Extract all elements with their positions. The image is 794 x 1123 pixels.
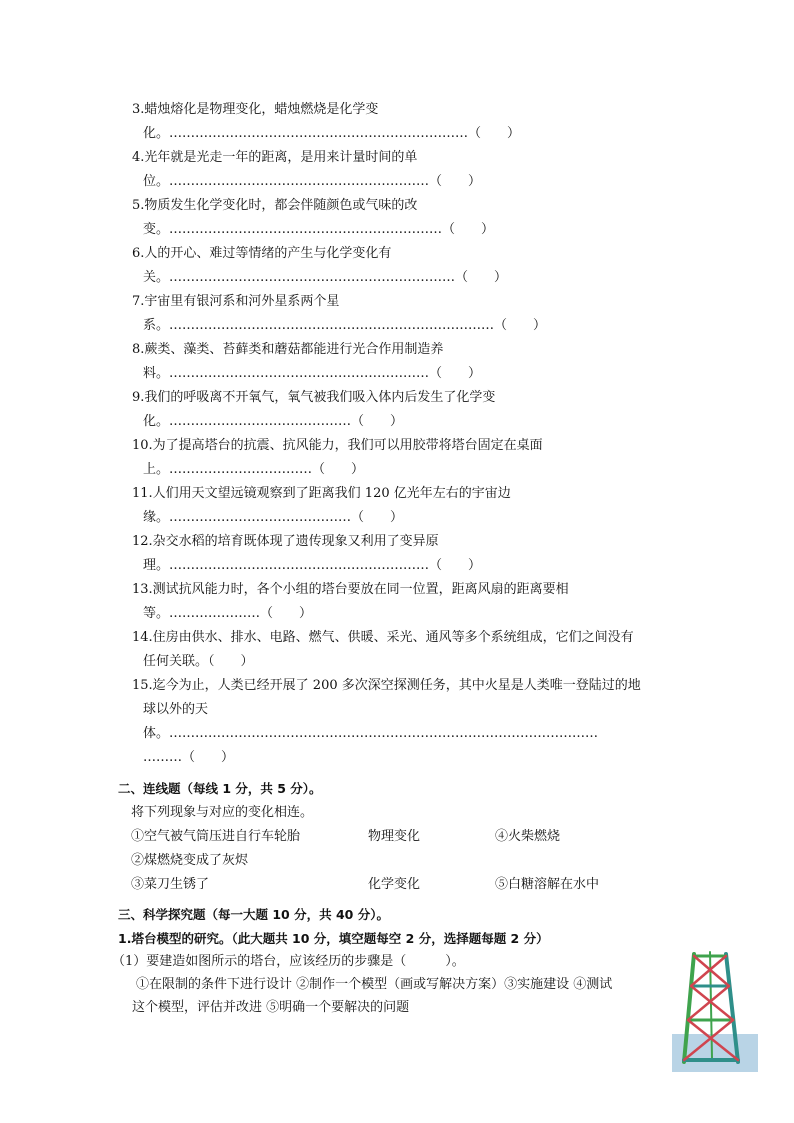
judge-item-dots: 变。……………………………………………………… <box>143 222 443 237</box>
answer-paren[interactable]: （ ） <box>455 270 508 285</box>
judge-item-line1: 14.住房由供水、排水、电路、燃气、供暖、采光、通风等多个系统组成，它们之间没有 <box>132 630 634 645</box>
judge-item-line1: 3.蜡烛熔化是物理变化，蜡烛燃烧是化学变 <box>132 102 379 117</box>
judge-item-line2 <box>143 461 364 479</box>
answer-paren[interactable]: （ ） <box>351 510 404 525</box>
judge-item-line1: 12.杂交水稻的培育既体现了遗传现象又利用了变异原 <box>132 534 439 549</box>
judge-item-line1: 9.我们的呼吸离不开氧气，氧气被我们吸入体内后发生了化学变 <box>132 390 496 405</box>
match-heading: 二、连线题（每线 1 分，共 5 分）。 <box>118 781 322 796</box>
match-right-item[interactable]: ⑤白糖溶解在水中 <box>495 877 600 892</box>
answer-paren[interactable]: （ ） <box>312 462 365 477</box>
judge-item-line2 <box>143 269 507 287</box>
tower-model-image <box>672 946 758 1072</box>
judge-item-line1: 13.测试抗风能力时，各个小组的塔台要放在同一位置，距离风扇的距离要相 <box>132 582 569 597</box>
match-right-item[interactable]: ④火柴燃烧 <box>495 829 561 844</box>
judge-item-line2 <box>143 317 546 335</box>
judge-item-dots: 料。…………………………………………………… <box>143 366 430 381</box>
judge-item-line1: 8.蕨类、藻类、苔藓类和蘑菇都能进行光合作用制造养 <box>132 342 444 357</box>
judge-item-dots: 化。…………………………………………………………… <box>143 126 469 141</box>
answer-paren[interactable]: （ ） <box>351 414 404 429</box>
answer-paren[interactable]: （ ） <box>429 366 482 381</box>
answer-paren[interactable]: （ ） <box>442 222 495 237</box>
question-1-options-line1: ①在限制的条件下进行设计 ②制作一个模型（画或写解决方案）③实施建设 ④测试 <box>136 977 613 992</box>
answer-paren[interactable]: （ ） <box>429 558 482 573</box>
judge-item-line1: 4.光年就是光走一年的距离，是用来计量时间的单 <box>132 150 418 165</box>
judge-item-dots: 位。…………………………………………………… <box>143 174 430 189</box>
judge-item-line2 <box>143 221 494 239</box>
match-middle-item[interactable]: 化学变化 <box>368 877 421 892</box>
judge-item-line1: 11.人们用天文望远镜观察到了距离我们 120 亿光年左右的宇宙边 <box>132 486 511 501</box>
answer-paren[interactable]: （ ） <box>429 174 482 189</box>
match-left-item[interactable]: ②煤燃烧变成了灰烬 <box>131 853 249 868</box>
inquiry-heading: 三、科学探究题（每一大题 10 分，共 40 分）。 <box>118 907 389 922</box>
judge-item-15-dots: ……… <box>143 750 182 765</box>
judge-item-dots: 关。………………………………………………………… <box>143 270 456 285</box>
inquiry-sub1-title: 1.塔台模型的研究。（此大题共 10 分，填空题每空 2 分，选择题每题 2 分） <box>118 931 549 946</box>
judge-item-line2 <box>143 365 481 383</box>
judge-item-line2 <box>143 173 481 191</box>
answer-paren[interactable]: （ ） <box>260 606 313 621</box>
judge-item-dots: 理。…………………………………………………… <box>143 558 430 573</box>
match-left-item[interactable]: ③菜刀生锈了 <box>131 877 210 892</box>
judge-item-15-line3: 体。……………………………………………………………………………………… <box>143 726 599 741</box>
judge-item-dots: 上。…………………………… <box>143 462 313 477</box>
judge-item-line2 <box>143 509 403 527</box>
answer-paren[interactable]: （ ） <box>208 654 254 669</box>
answer-paren[interactable]: （ ） <box>182 750 235 765</box>
judge-item-dots: 系。………………………………………………………………… <box>143 318 495 333</box>
question-1-options-line2: 这个模型，评估并改进 ⑤明确一个要解决的问题 <box>132 1000 410 1015</box>
judge-item-dots: 任何关联。 <box>143 654 209 669</box>
question-1-prompt: （1）要建造如图所示的塔台，应该经历的步骤是（ ）。 <box>112 954 465 969</box>
judge-item-line2 <box>143 557 481 575</box>
judge-item-line2 <box>143 413 403 431</box>
judge-item-line2 <box>143 605 312 623</box>
answer-paren[interactable]: （ ） <box>468 126 521 141</box>
match-left-item[interactable]: ①空气被气筒压进自行车轮胎 <box>131 829 301 844</box>
judge-item-dots: 化。…………………………………… <box>143 414 352 429</box>
judge-item-line2 <box>143 125 520 143</box>
answer-paren[interactable]: （ ） <box>494 318 547 333</box>
judge-item-dots: 缘。…………………………………… <box>143 510 352 525</box>
judge-item-line1: 6.人的开心、难过等情绪的产生与化学变化有 <box>132 246 392 261</box>
judge-item-15-line1: 15.迄今为止，人类已经开展了 200 多次深空探测任务，其中火星是人类唯一登陆过的地 <box>132 678 641 693</box>
match-instruction: 将下列现象与对应的变化相连。 <box>131 805 314 820</box>
judge-item-15-line2: 球以外的天 <box>143 702 209 717</box>
judge-item-line1: 10.为了提高塔台的抗震、抗风能力，我们可以用胶带将塔台固定在桌面 <box>132 438 543 453</box>
match-middle-item[interactable]: 物理变化 <box>368 829 421 844</box>
judge-item-line2 <box>143 653 254 671</box>
judge-item-line1: 5.物质发生化学变化时，都会伴随颜色或气味的改 <box>132 198 418 213</box>
judge-item-line1: 7.宇宙里有银河系和河外星系两个星 <box>132 294 340 309</box>
judge-item-dots: 等。………………… <box>143 606 261 621</box>
